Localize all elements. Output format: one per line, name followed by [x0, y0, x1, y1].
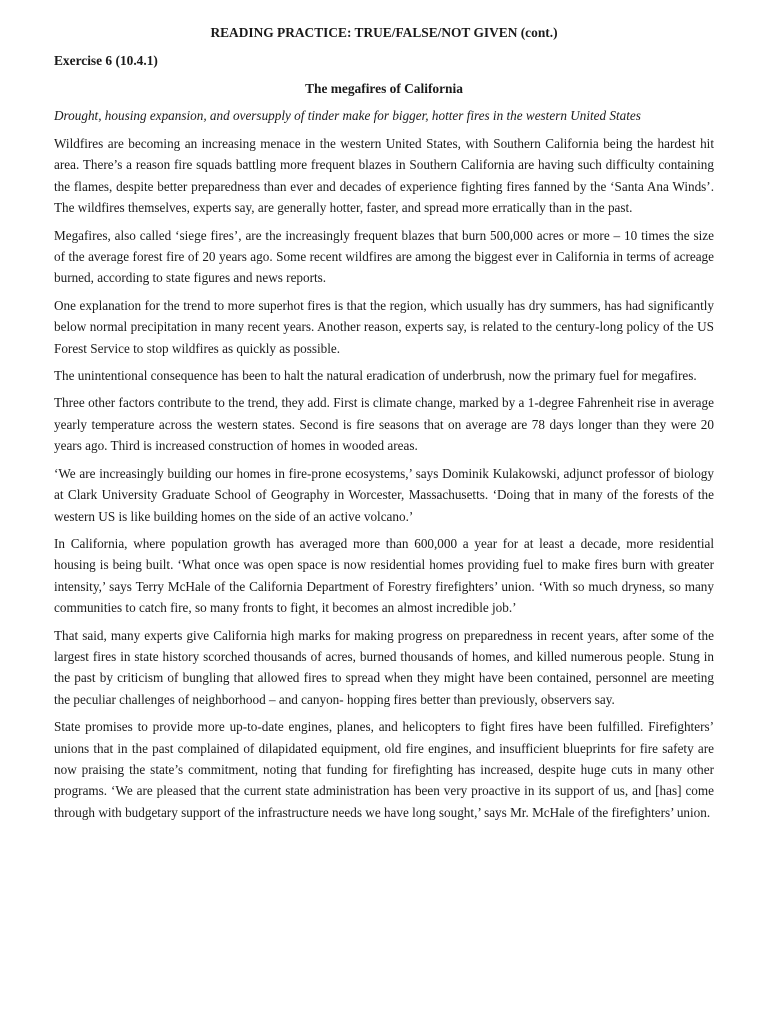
- paragraph: One explanation for the trend to more superhot fires is that the region, which usually has dry summers, has had significantly below normal precipitation in many recent years. Another reason, experts say, is related to the century-long policy of the US Forest Service to stop wildfires as quickly as possible.: [54, 297, 714, 356]
- paragraph: Three other factors contribute to the trend, they add. First is climate change, marked by a 1-degree Fahrenheit rise in average yearly temperature across the western states. Second is fire seasons that on average are 78 days longer than they were 20 years ago. Third is increased construction of homes in wooded areas.: [54, 395, 714, 454]
- paragraph: Wildfires are becoming an increasing menace in the western United States, with Southern California being the hardest hit area. There’s a reason fire squads battling more frequent blazes in Southern California are having such difficulty containing the flames, despite better preparedness than ever and decades of experience fighting fires fanned by the ‘Santa Ana Winds’. The wildfires themselves, experts say, are generally hotter, faster, and spread more erratically than in the past.: [54, 136, 714, 216]
- paragraph: ‘We are increasingly building our homes in fire-prone ecosystems,’ says Dominik Kulakowski, adjunct professor of biology at Clark University Graduate School of Geography in Worcester, Massachusetts. ‘Doing that in many of the forests of the western US is like building homes on the side of an active volcano.’: [54, 465, 714, 524]
- paragraph: In California, where population growth has averaged more than 600,000 a year for at least a decade, more residential housing is being built. ‘What once was open space is now residential homes providing fuel to make fires burn with greater intensity,’ says Terry McHale of the California Department of Forestry firefighters’ union. ‘With so much dryness, so many communities to catch fire, so many fronts to fight, it becomes an almost incredible job.’: [54, 535, 714, 616]
- article-title: The megafires of California: [305, 81, 463, 96]
- page-header: READING PRACTICE: TRUE/FALSE/NOT GIVEN (cont.): [210, 25, 558, 40]
- article-subtitle: Drought, housing expansion, and oversupply of tinder make for bigger, hotter fires in the western United States: [54, 108, 641, 123]
- paragraph: Megafires, also called ‘siege fires’, are the increasingly frequent blazes that burn 500,000 acres or more – 10 times the size of the average forest fire of 20 years ago. Some recent wildfires are among the biggest ever in California in terms of acreage burned, according to state figures and news reports.: [54, 227, 714, 286]
- exercise-label: Exercise 6 (10.4.1): [54, 53, 158, 68]
- paragraph: The unintentional consequence has been to halt the natural eradication of underbrush, now the primary fuel for megafires.: [54, 368, 697, 384]
- paragraph: That said, many experts give California high marks for making progress on preparedness in recent years, after some of the largest fires in state history scorched thousands of acres, burned thousands of homes, and killed numerous people. Stung in the past by criticism of bungling that allowed fires to spread when they might have been contained, personnel are meeting the peculiar challenges of neighborhood – and canyon- hopping fires better than previously, observers say.: [54, 627, 714, 707]
- document-page: [54, 24, 714, 829]
- paragraph: State promises to provide more up-to-date engines, planes, and helicopters to fight fires have been fulfilled. Firefighters’ unions that in the past complained of dilapidated equipment, old fire engines, and insufficient blueprints for fire safety are now praising the state’s commitment, noting that funding for firefighting has increased, despite huge cuts in many other programs. ‘We are pleased that the current state administration has been very proactive in its support of us, and [has] come through with budgetary support of the infrastructure needs we have long sought,’ says Mr. McHale of the firefighters’ union.: [54, 719, 714, 820]
